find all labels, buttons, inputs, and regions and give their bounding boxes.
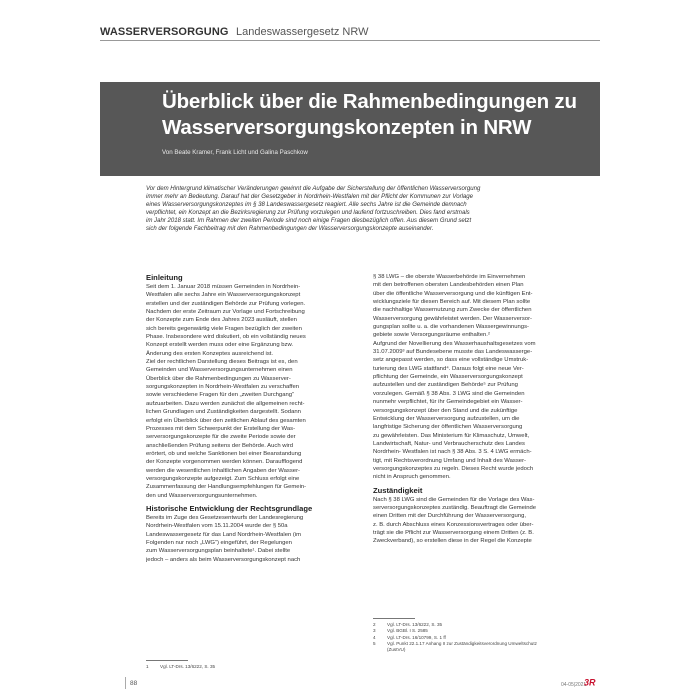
text-line: vorzulegen. Gemäß § 38 Abs. 3 LWG sind die Gemeinden <box>373 390 525 397</box>
text-line: turierung des LWG stattfand⁴. Daraus folgt eine neue Ver- <box>373 365 524 372</box>
text-line: eines Wasserversorgungskonzeptes im § 38 Landeswassergesetz reagiert. Alle sechs Jahre ist die Gemeinde demnach <box>146 202 467 209</box>
text-line: Bereits im Zuge des Gesetzesentwurfs der Landesregierung <box>146 514 304 521</box>
text-line: Ziel der rechtlichen Darstellung dieses Beitrags ist es, den <box>146 359 298 366</box>
text-line: tigt, mit Rechtsverordnung Umfang und Inhalt des Wasser- <box>373 457 527 464</box>
article-title-line: Wasserversorgungskonzepten in NRW <box>162 116 532 139</box>
text-line: erörtert, ob und welche Sanktionen bei einer Beanstandung <box>146 450 302 457</box>
text-line: Folgenden nur noch „LWG“) eingeführt, der Regelungen <box>146 539 292 546</box>
text-line: Westfalen alle sechs Jahre ein Wasserversorgungskonzept <box>146 292 301 299</box>
footnote-text: Vgl. BGBl. I S. 2585 <box>387 628 428 634</box>
publisher-logo-icon <box>584 677 602 687</box>
footnotes-right <box>373 622 537 653</box>
footnote-text: (ZustVU) <box>387 647 406 653</box>
section-heading-zustaendigkeit: Zuständigkeit <box>373 485 423 495</box>
left-column <box>146 273 358 564</box>
text-line: zu gewährleisten. Das Ministerium für Klimaschutz, Umwelt, <box>373 432 530 439</box>
article-title <box>162 89 592 141</box>
text-line: Gemeinden und Wasserversorgungsunternehmen einen <box>146 367 293 374</box>
footnote-number: 2 <box>373 622 376 627</box>
logo-text: 3R <box>584 677 596 687</box>
text-line: aufzustellen und der zuständigen Behörde⁵ zur Prüfung <box>373 382 518 389</box>
text-line: sich der folgende Fachbeitrag mit den Rahmenbedingungen der Wasserversorgungskonzepte auseinander. <box>146 226 434 233</box>
text-line: im Jahr 2018 statt. Im Rahmen der zweiten Periode sind noch einige Fragen diesbezüglich offen. Aus diesem Grund setzt <box>146 218 472 225</box>
text-line: Phase. Insbesondere wird diskutiert, ob ein vollständig neues <box>146 334 306 341</box>
text-line: gungsplan sollte u. a. die vorhandenen Wassergewinnungs- <box>373 324 529 331</box>
text-line: immer mehr an Bedeutung. Darauf hat der Gesetzgeber in Nordrhein-Westfalen mit der Pflicht der Kommunen zur Vorlage <box>146 194 474 201</box>
text-line: Konzept erstellt werden muss oder eine Ergänzung bzw. <box>146 342 294 349</box>
text-line: verpflichtet, ein Konzept an die Bezirksregierung zur Prüfung vorzulegen und laufend fortzuschreiben. Dies fand erstmals <box>146 210 470 217</box>
text-line: Landwirtschaft, Natur- und Verbraucherschutz des Landes <box>373 440 525 447</box>
page-number: 88 <box>130 680 138 687</box>
text-line: der Konzepte zum Ende des Jahres 2023 ausläuft, stellen <box>146 317 297 324</box>
text-line: mit den betroffenen obersten Landesbehörden einen Plan <box>373 282 524 289</box>
text-line: wicklungsziele für diesen Bereich auf. Mit diesem Plan sollte <box>373 299 531 306</box>
text-line: pflichtung der Gemeinde, ein Wasserversorgungskonzept <box>373 374 523 381</box>
footer-rule <box>125 677 126 689</box>
footnote <box>146 664 215 670</box>
text-line: Vor dem Hintergrund klimatischer Veränderungen gewinnt die Aufgabe der Sicherstellung der öffentlichen Wasserversorgung <box>146 186 481 192</box>
right-paragraphs-2 <box>373 496 585 546</box>
text-line: § 38 LWG – die oberste Wasserbehörde im Einvernehmen <box>373 274 526 280</box>
text-line: Nordrhein-Westfalen vom 15.11.2004 wurde der § 50a <box>146 523 288 530</box>
footnote-text: Vgl. LT-Drs. 13/6222, S. 35 <box>160 664 216 669</box>
text-line: Zweckverband), so erstellen diese in der Regel die Konzepte <box>373 538 532 545</box>
text-line: die nachhaltige Wassernutzung zum Zwecke der öffentlichen <box>373 307 532 314</box>
text-line: sowie verschiedene Fragen für den „zweiten Durchgang“ <box>146 392 294 399</box>
footnote-number: 3 <box>373 628 376 634</box>
text-line: anschließenden Prüfung seitens der Behörde. Auch wird <box>146 442 294 449</box>
text-line: Zusammenfassung der Handlungsempfehlungen für Gemein- <box>146 484 307 491</box>
section-heading-historische-entwicklung: Historische Entwicklung der Rechtsgrundlage <box>146 503 313 513</box>
footnote <box>373 647 537 653</box>
text-line: Änderung des ersten Konzeptes ausreichend ist. <box>146 350 274 357</box>
footnote-text: Vgl. Punkt 22.1.17 Anhang II zur Zuständigkeitsverordnung Umweltschutz <box>387 640 537 646</box>
text-line: versorgungskonzeptes zu regeln. Dieses Recht wurde jedoch <box>373 465 534 472</box>
text-line: setz angepasst werden, so dass eine vollständige Umstruk- <box>373 357 529 364</box>
text-line: nicht in Anspruch genommen. <box>373 474 451 481</box>
issue-label: 04-05|2021 <box>561 682 587 688</box>
text-line: langfristige Sicherung der öffentlichen Wasserversorgung <box>373 424 523 431</box>
text-line: Nachdem der erste Zeitraum zur Vorlage und Fortschreibung <box>146 309 305 316</box>
text-line: serversorgungskonzepte für die zweite Periode sowie der <box>146 434 296 441</box>
right-paragraphs-1 <box>373 273 585 482</box>
article-lead <box>146 185 584 234</box>
text-line: jedoch – anders als beim Wasserversorgungskonzept nach <box>146 556 301 563</box>
footnotes-left <box>146 664 215 670</box>
text-line: Nach § 38 LWG sind die Gemeinden für die Vorlage des Was- <box>373 496 535 503</box>
text-line: sich bereits gegenwärtig viele Fragen bezüglich der zweiten <box>146 325 302 332</box>
text-line: sorgungskonzepten in Nordrhein-Westfalen zu verschaffen <box>146 384 300 391</box>
text-line: Aufgrund der Novellierung des Wasserhaushaltsgesetzes vom <box>373 340 536 347</box>
right-column <box>373 273 585 546</box>
text-line: aufzuarbeiten. Dazu werden zunächst die allgemeinen recht- <box>146 400 305 407</box>
text-line: Seit dem 1. Januar 2018 müssen Gemeinden in Nordrhein- <box>146 284 301 290</box>
text-line: lichen Grundlagen und Zuständigkeiten dargestellt. Sodann <box>146 409 301 416</box>
footnote-text: Vgl. LT-Drs. 13/6222, S. 35 <box>387 622 443 627</box>
footnote-number: 5 <box>373 640 376 646</box>
footnote-rule-left <box>146 660 188 661</box>
text-line: versorgungskonzepte aufgezeigt. Zum Schluss erfolgt eine <box>146 475 300 482</box>
text-line: Entwicklung der Wasserversorgung aufzustellen, um die <box>373 415 520 422</box>
text-line: gebiete sowie Versorgungsräume enthalten.² <box>373 332 490 339</box>
text-line: nunmehr verpflichtet, für ihr Gemeindegebiet ein Wasser- <box>373 399 523 406</box>
text-line: serversorgungskonzeptes zuständig. Beauftragt die Gemeinde <box>373 504 537 511</box>
text-line: Landeswassergesetz für das Land Nordrhein-Westfalen (im <box>146 531 302 538</box>
text-line: Überblick über die Rahmenbedingungen zu Wasserver- <box>146 375 291 382</box>
text-line: Prozesses mit dem Schwerpunkt der Erstellung der Was- <box>146 425 296 432</box>
text-line: zum Wasserversorgungsplan beinhaltete¹. Dabei stellte <box>146 548 291 555</box>
text-line: den und Wasserversorgungsunternehmen. <box>146 492 258 499</box>
text-line: Nordrhein- Westfalen ist nach § 38 Abs. 3 S. 4 LWG ermäch- <box>373 449 532 456</box>
text-line: der Konzepte vorgenommen werden können. Daraufflogend <box>146 459 303 466</box>
left-paragraphs-1 <box>146 283 358 500</box>
text-line: versorgungskonzept über den Stand und die zukünftige <box>373 407 518 414</box>
article-title-line: Überblick über die Rahmenbedingungen zu <box>162 90 577 113</box>
section-heading-einleitung: Einleitung <box>146 273 183 282</box>
text-line: werden die wesentlichen inhaltlichen Angaben der Wasser- <box>146 467 301 474</box>
header-subsection: Landeswassergesetz NRW <box>235 26 369 38</box>
text-line: über die öffentliche Wasserversorgung und die künftigen Ent- <box>373 290 533 297</box>
text-line: Wasserversorgung gewährleistet werden. Der Wasserversor- <box>373 315 532 322</box>
text-line: 31.07.2009³ auf Bundesebene musste das Landeswasserge- <box>373 349 533 356</box>
footnote-number: 1 <box>146 664 149 669</box>
article-authors: Von Beate Kramer, Frank Licht und Galina Paschkow <box>162 149 308 156</box>
title-banner <box>100 82 600 176</box>
left-paragraphs-2 <box>146 514 358 564</box>
footnote-rule-right <box>373 618 415 619</box>
text-line: erfolgt ein Überblick über den zeitlichen Ablauf des gesamten <box>146 417 306 424</box>
text-line: z. B. durch Abschluss eines Konzessionsvertrages oder über- <box>373 521 534 528</box>
footnote-text: Vgl. LT-Drs. 16/10799, S. 1 ff <box>387 634 446 640</box>
footnote-number: 4 <box>373 634 376 640</box>
text-line: einen Dritten mit der Durchführung der Wasserversorgung, <box>373 513 527 520</box>
header-section: WASSERVERSORGUNG <box>100 26 229 38</box>
header-rule <box>100 40 600 41</box>
text-line: trägt sie die Pflicht zur Wasserversorgung einem Dritten (z. B. <box>373 529 534 536</box>
text-line: erstellen und der zuständigen Behörde zur Prüfung vorlegen. <box>146 300 306 307</box>
